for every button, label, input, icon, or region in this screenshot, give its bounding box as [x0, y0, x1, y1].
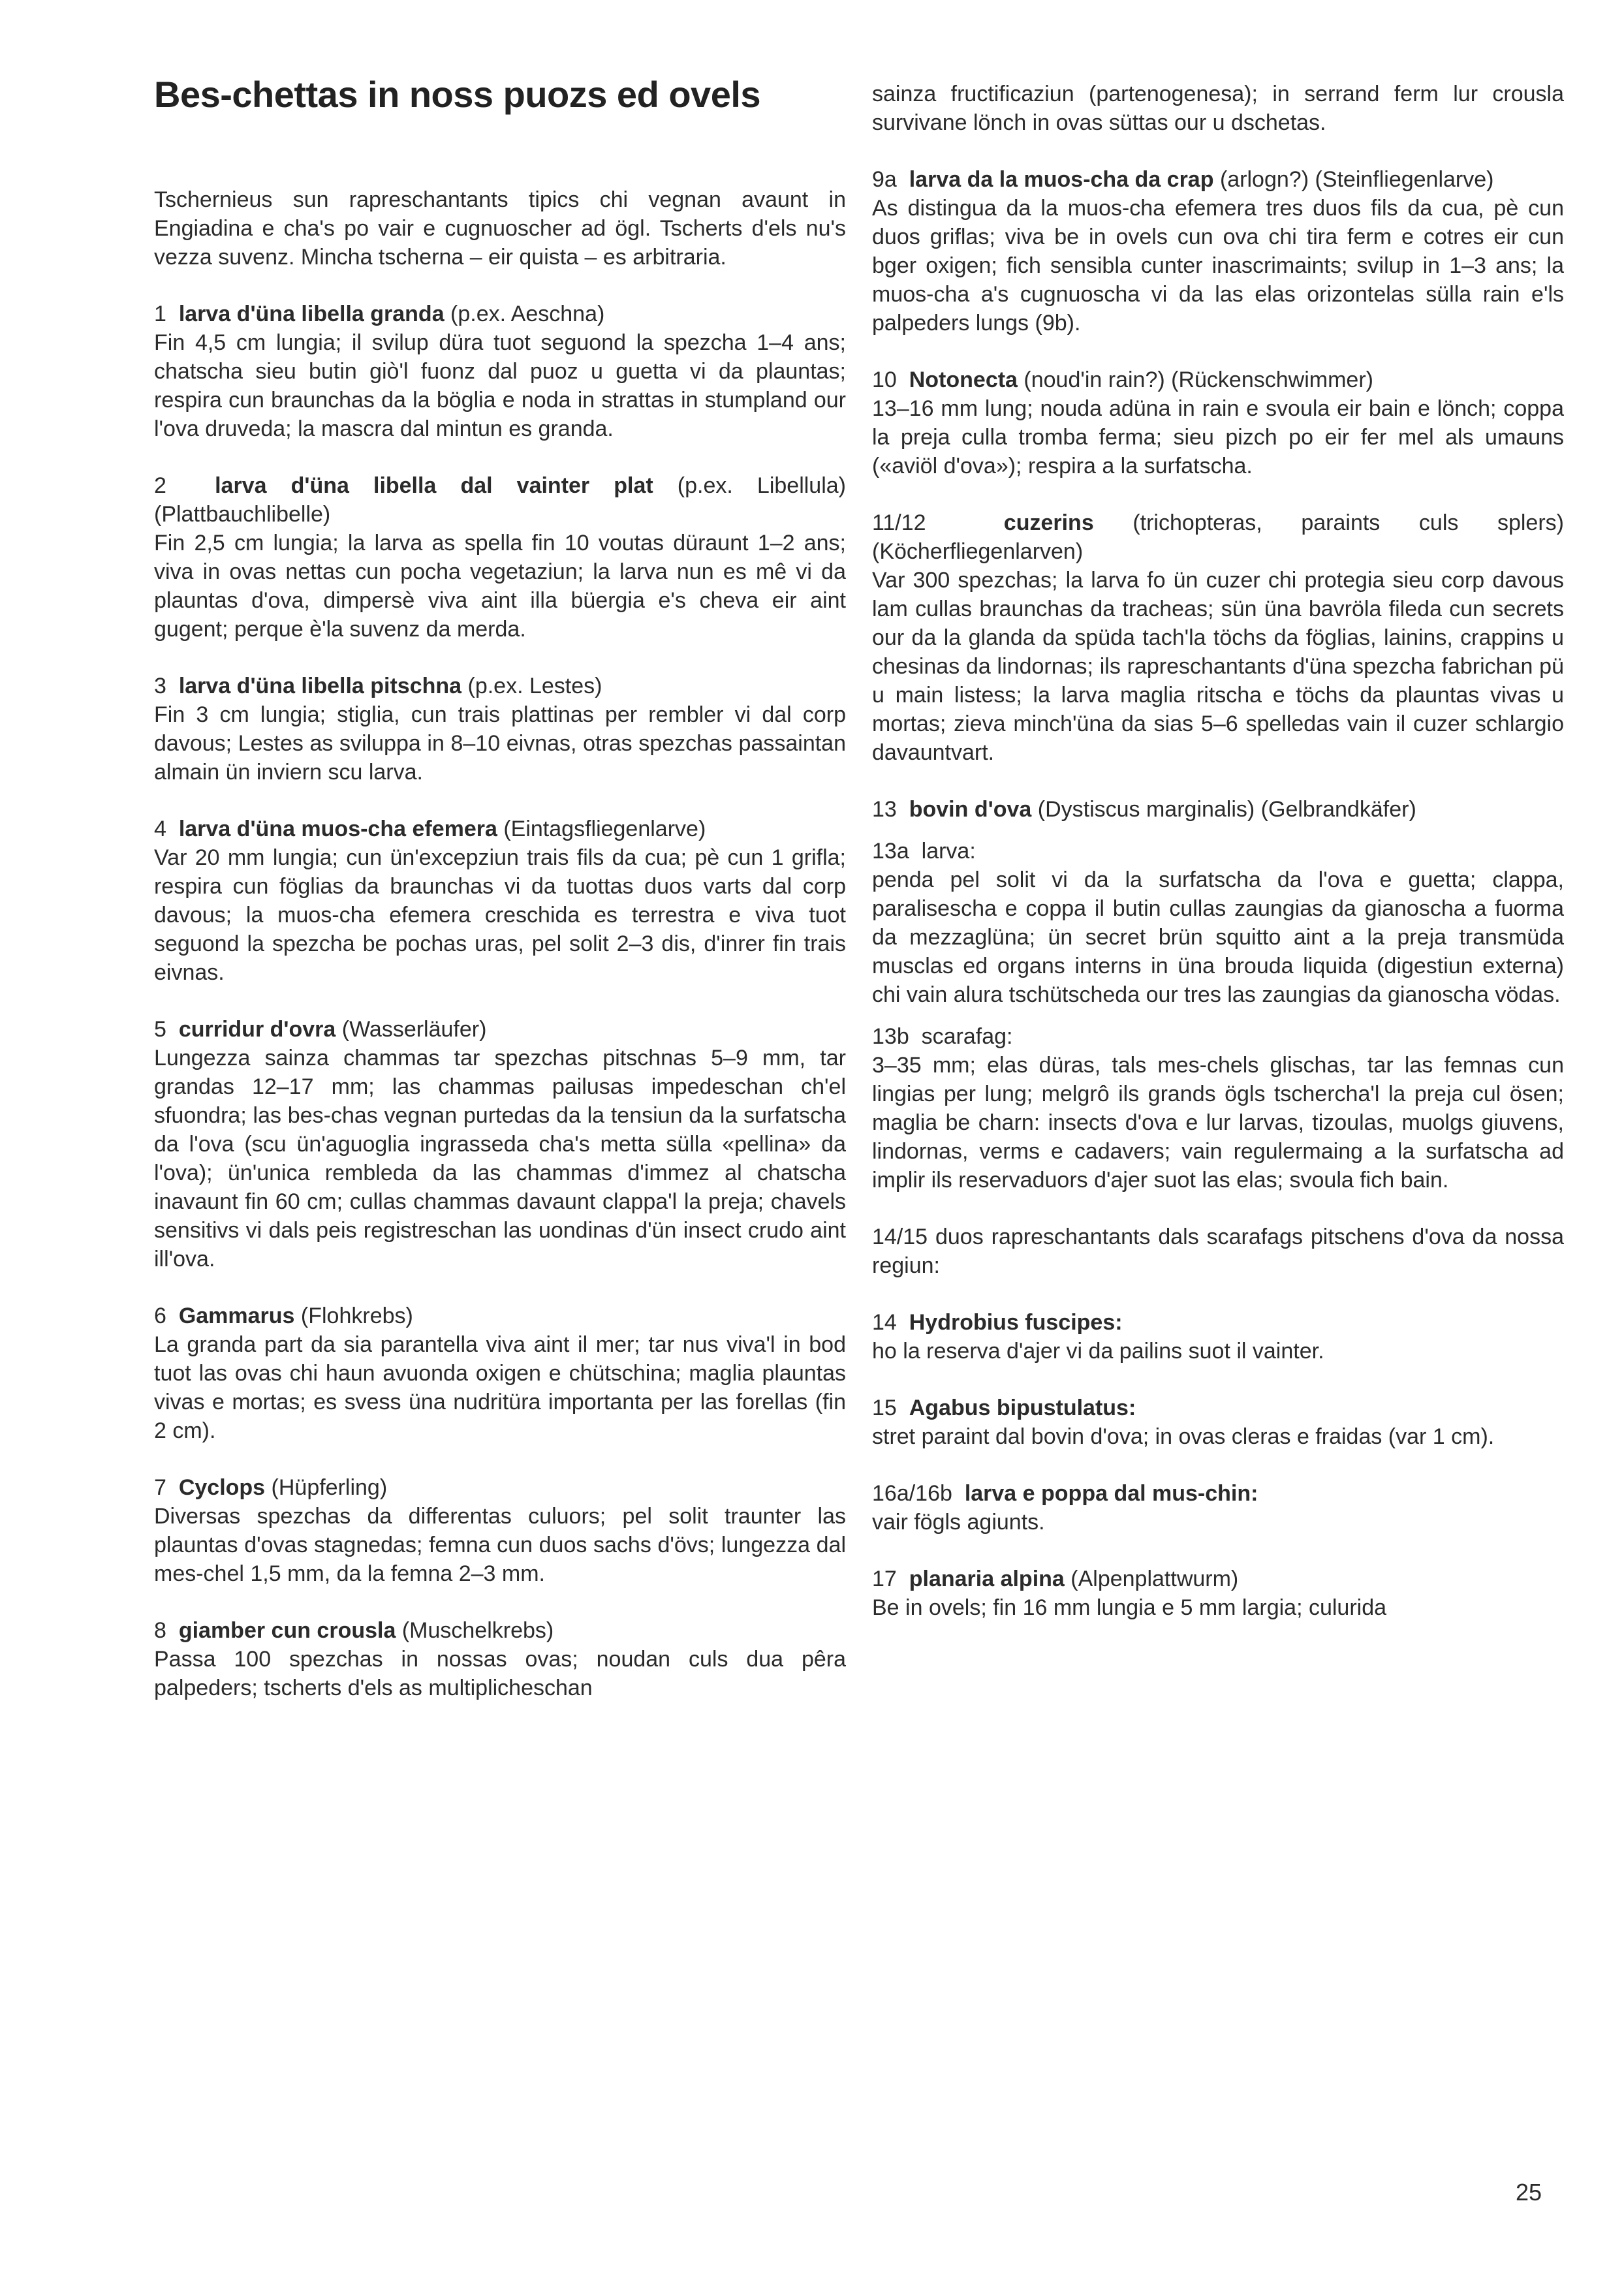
entry-subtitle: duos rapreschantants dals scarafags pitschens d'ova da nossa regiun: — [872, 1225, 1564, 1278]
entry-number: 17 — [872, 1567, 897, 1591]
entry-10 — [872, 366, 1564, 480]
entry-subtitle: (p.ex. Libellula) (Plattbauchlibelle) — [154, 473, 846, 527]
entry-number: 1 — [154, 302, 166, 326]
entry-16 — [872, 1479, 1564, 1537]
intro-paragraph: Tschernieus sun rapreschantants tipics chi vegnan avaunt in Engiadina e cha's po vair e cugnuoscher ad ögl. Tscherts d'els nu's vezza suvenz. Mincha tscherna – eir quista – es arbitraria. — [154, 187, 846, 270]
entry-subtitle: (trichopteras, paraints culs splers) (Köcherfliegenlarven) — [872, 510, 1564, 564]
page-number: 25 — [1515, 2179, 1542, 2206]
entry-text: As distingua da la muos-cha efemera tres duos fils da cua, pè cun duos griflas; viva be in ovels cun ova chi tira ferm e cotres eir cun bger oxigen; fich sensibla cunter inascrimaints; svilup in 1–3 ans; la muos-cha a's cugnuoscha vi da las elas orizontelas sülla rain e'ls palpeders lungs (9b). — [872, 196, 1564, 336]
entry-text: ho la reserva d'ajer vi da pailins suot il vainter. — [872, 1339, 1324, 1364]
entry-number: 9a — [872, 167, 897, 192]
entry-text: stret paraint dal bovin d'ova; in ovas cleras e fraidas (var 1 cm). — [872, 1424, 1495, 1449]
entry-number: 10 — [872, 367, 897, 392]
entry-subtitle: (noud'in rain?) (Rückenschwimmer) — [1017, 367, 1373, 392]
entry-name: Cyclops — [178, 1475, 266, 1500]
right-column — [872, 72, 1564, 1650]
entry-number: 15 — [872, 1396, 897, 1420]
entry-name: Hydrobius fuscipes: — [909, 1310, 1123, 1335]
entry-8 — [154, 1616, 846, 1702]
entry-4 — [154, 815, 846, 987]
entry-14-15 — [872, 1223, 1564, 1280]
entry-number: 6 — [154, 1304, 166, 1328]
entry-name: cuzerins — [1003, 510, 1094, 535]
entry-number: 3 — [154, 674, 166, 698]
entry-15 — [872, 1394, 1564, 1451]
entry-text: Lungezza sainza chammas tar spezchas pitschnas 5–9 mm, tar grandas 12–17 mm; las chammas pailusas impedeschan ch'el sfuondra; las bes-chas vegnan purtedas da la tensiun da la surfatscha da l'ova (scu ün'aguoglia ingrasseda cha's metta sülla «pellina» da l'ova); ün'unica rembleda da las chammas d'immez al chatscha inavaunt fin 60 cm; cullas chammas davaunt clappa'l la preja; chavels sensitivs vi dals peis registreschan las uondinas d'ün insect crudo aint ill'ova. — [154, 1046, 846, 1272]
entry-14 — [872, 1308, 1564, 1366]
entry-subtitle: (Eintagsfliegenlarve) — [497, 817, 706, 841]
entry-11-12 — [872, 508, 1564, 767]
entry-number: 13b — [872, 1024, 909, 1049]
entry-9a — [872, 165, 1564, 337]
entry-subtitle: (p.ex. Lestes) — [461, 674, 602, 698]
entry-number: 8 — [154, 1618, 166, 1643]
entry-number: 4 — [154, 817, 166, 841]
entry-3 — [154, 672, 846, 787]
continuation-paragraph: sainza fructificaziun (partenogenesa); in serrand ferm lur crousla survivane lönch in ovas süttas our u dschetas. — [872, 82, 1564, 135]
entry-text: Diversas spezchas da differentas culuors; pel solit traunter las plauntas d'ovas stagnedas; femna cun duos sachs d'övs; lungezza dal mes-chel 1,5 mm, da la femna 2–3 mm. — [154, 1504, 846, 1586]
entry-name: larva da la muos-cha da crap — [909, 167, 1214, 192]
entry-name: Agabus bipustulatus: — [909, 1396, 1136, 1420]
entry-name: larva d'üna libella dal vainter plat — [215, 473, 653, 498]
entry-13 — [872, 795, 1564, 1194]
page-title: Bes-chettas in noss puozs ed ovels — [154, 74, 761, 115]
entry-7 — [154, 1473, 846, 1588]
entry-subtitle: (Muschelkrebs) — [396, 1618, 554, 1643]
left-column — [154, 72, 846, 1730]
entry-number: 5 — [154, 1017, 166, 1042]
entry-text: Fin 3 cm lungia; stiglia, cun trais plattinas per rembler vi dal corp davous; Lestes as sviluppa in 8–10 eivnas, otras spezchas passaintan almain ün inviern scu larva. — [154, 702, 846, 785]
entry-name: larva d'üna libella pitschna — [178, 674, 462, 698]
entry-number: 13 — [872, 797, 897, 822]
entry-name: larva d'üna libella granda — [178, 302, 445, 326]
entry-text: Var 300 spezchas; la larva fo ün cuzer chi protegia sieu corp davous lam cullas braunchas da tracheas; sün üna bavröla fileda cun secrets our da la glanda da spüda tach'la töchs da föglias, lainins, crappins u chesinas da lindornas; ils rapreschantants d'üna spezcha fabrichan pü u main listess; la larva maglia ritscha e töchs da plauntas vivas u mortas; zieva minch'üna da sias 5–6 spelledas vain il cuzer schlargio davauntvart. — [872, 568, 1564, 765]
entry-text: Passa 100 spezchas in nossas ovas; noudan culs dua pêra palpeders; tscherts d'els as multiplicheschan — [154, 1647, 846, 1700]
entry-name: Gammarus — [178, 1304, 295, 1328]
entry-number: 7 — [154, 1475, 166, 1500]
entry-label: scarafag: — [921, 1024, 1013, 1049]
entry-number: 16a/16b — [872, 1481, 952, 1506]
entry-number: 2 — [154, 473, 166, 498]
entry-number: 14 — [872, 1310, 897, 1335]
entry-text: Fin 4,5 cm lungia; il svilup düra tuot seguond la spezcha 1–4 ans; chatscha sieu butin giò'l fuonz dal puoz u guetta vi da plauntas; respira cun braunchas da la böglia e noda in strattas in stumpland our l'ova druveda; la mascra dal mintun es granda. — [154, 330, 846, 441]
entry-subtitle: (Alpenplattwurm) — [1064, 1567, 1239, 1591]
entry-number: 11/12 — [872, 510, 926, 535]
entry-1 — [154, 300, 846, 443]
entry-text: 3–35 mm; elas düras, tals mes-chels glischas, tar las femnas cun lingias per lung; melgrô ils grands ögls tschercha'l la preja cul ösen; maglia be charn: insects d'ova e lur larvas, tizoulas, muolgs giuvens, lindornas, verms e cadavers; vain regulermaing a la surfatscha ad implir ils reservaduors d'ajer suot las elas; svoula fich bain. — [872, 1053, 1564, 1193]
entry-name: larva d'üna muos-cha efemera — [178, 817, 497, 841]
entry-name: planaria alpina — [909, 1567, 1065, 1591]
entry-subtitle: (arlogn?) (Steinfliegenlarve) — [1213, 167, 1494, 192]
entry-text: 13–16 mm lung; nouda adüna in rain e svoula eir bain e lönch; coppa la preja culla tromba ferma; sieu pizch po eir fer mel als umauns («aviöl d'ova»); respira a la surfatscha. — [872, 396, 1564, 478]
entry-text: penda pel solit vi da la surfatscha da l'ova e guetta; clappa, paralisescha e coppa il butin cullas zaungias da gianoscha a fuorma da mezzaglüna; ün secret brün squitto aint a la preja transmüda musclas ed organs interns in üna brouda liquida (digestiun externa) chi vain alura tschütscheda our tres las zaungias da gianoscha vödas. — [872, 867, 1564, 1007]
entry-6 — [154, 1302, 846, 1445]
entry-2 — [154, 471, 846, 644]
entry-subtitle: (Flohkrebs) — [294, 1304, 413, 1328]
entry-subtitle: (Wasserläufer) — [336, 1017, 487, 1042]
entry-number: 14/15 — [872, 1225, 928, 1249]
entry-5 — [154, 1015, 846, 1273]
entry-label: larva: — [921, 839, 976, 864]
entry-subtitle: (Dystiscus marginalis) (Gelbrandkäfer) — [1031, 797, 1416, 822]
entry-text: Be in ovels; fin 16 mm lungia e 5 mm largia; culurida — [872, 1595, 1387, 1620]
entry-name: Notonecta — [909, 367, 1018, 392]
entry-name: curridur d'ovra — [178, 1017, 336, 1042]
entry-subtitle: (p.ex. Aeschna) — [444, 302, 605, 326]
entry-name: giamber cun crousla — [178, 1618, 396, 1643]
entry-17 — [872, 1565, 1564, 1622]
entry-subtitle: (Hüpferling) — [265, 1475, 388, 1500]
entry-name: larva e poppa dal mus-chin: — [964, 1481, 1258, 1506]
entry-number: 13a — [872, 839, 909, 864]
entry-text: La granda part da sia parantella viva aint il mer; tar nus viva'l in bod tuot las ovas chi haun avuonda oxigen e chütschina; maglia plauntas vivas e mortas; es svess üna nudritüra importanta per las forellas (fin 2 cm). — [154, 1332, 846, 1443]
entry-text: vair fögls agiunts. — [872, 1510, 1045, 1535]
entry-text: Var 20 mm lungia; cun ün'excepziun trais fils da cua; pè cun 1 grifla; respira cun föglias da braunchas vi da tuottas duos varts dal corp davous; la muos-cha efemera creschida es terrestra e viva tuot seguond la spezcha be pochas uras, pel solit 2–3 dis, d'inrer fin trais eivnas. — [154, 845, 846, 985]
entry-text: Fin 2,5 cm lungia; la larva as spella fin 10 voutas düraunt 1–2 ans; viva in ovas nettas cun pocha vegetaziun; la larva nun es mê vi da plauntas d'ova, dimpersè viva aint illa büergia e's cheva eir aint gugent; perque è'la suvenz da merda. — [154, 531, 846, 642]
entry-name: bovin d'ova — [909, 797, 1032, 822]
